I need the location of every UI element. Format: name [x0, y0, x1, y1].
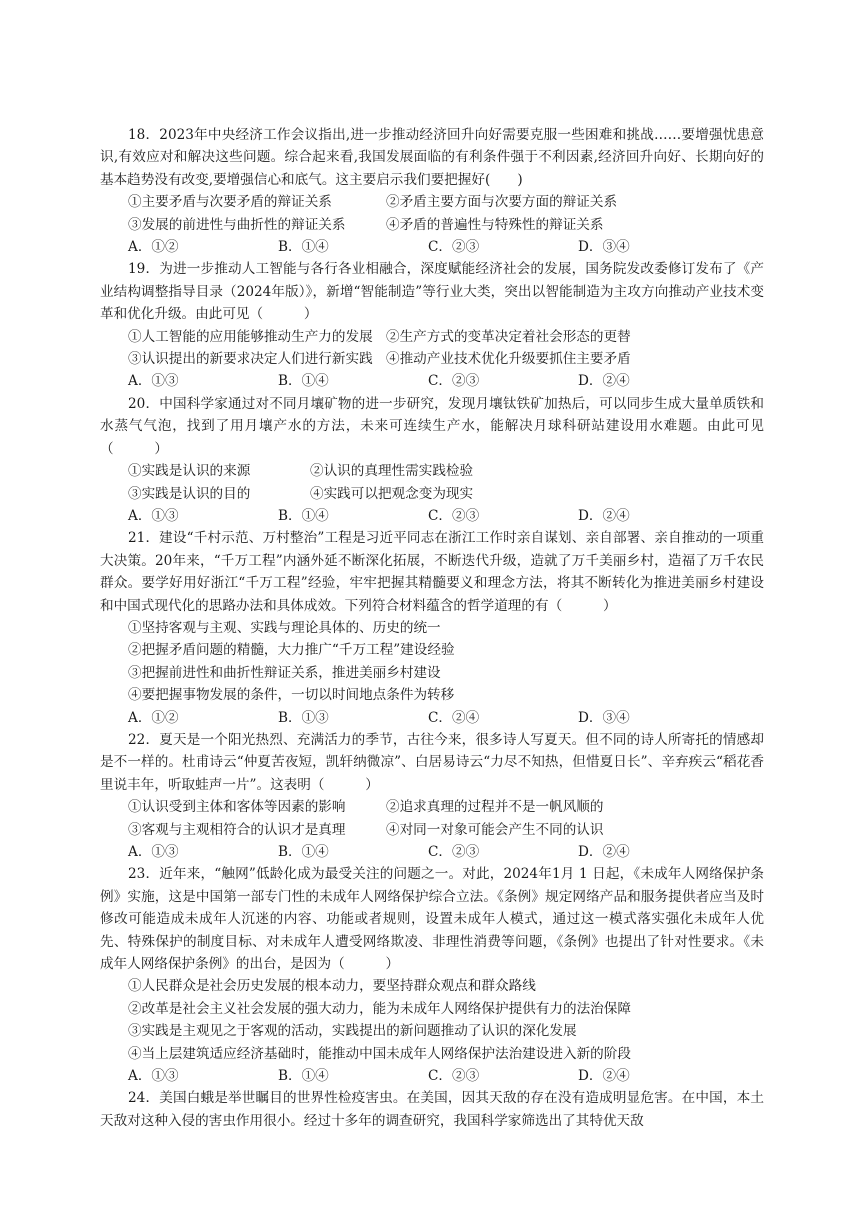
answer-choice: C．②③ — [428, 373, 480, 390]
option-item: ③认识提出的新要求决定人们进行新实践 — [128, 351, 373, 368]
option-row — [100, 483, 764, 505]
option-item: ④当上层建筑适应经济基础时，能推动中国未成年人网络保护法治建设进入新的阶段 — [128, 1045, 631, 1062]
question-list — [100, 124, 764, 1132]
answer-choices — [100, 236, 764, 258]
answer-choices — [100, 505, 764, 527]
answer-choice: B．①④ — [278, 844, 329, 860]
answer-choices — [100, 707, 764, 729]
answer-choices — [100, 370, 764, 392]
question-block — [100, 1087, 764, 1132]
option-item: ③把握前进性和曲折性辩证关系，推进美丽乡村建设 — [128, 664, 441, 681]
option-row — [100, 819, 764, 841]
question-block — [100, 124, 764, 258]
answer-choice: A．①③ — [128, 1068, 179, 1085]
option-item: ②生产方式的变革决定着社会形态的更替 — [386, 328, 631, 345]
option-item: ①人民群众是社会历史发展的根本动力，要坚持群众观点和群众路线 — [128, 978, 536, 995]
answer-choice: B．①④ — [278, 239, 329, 256]
question-stem: 23．近年来，“触网”低龄化成为最受关注的问题之一。对此，2024年1月 1 日起，《未成年人网络保护条例》实施，这是中国第一部专门性的未成年人网络保护综合立法。《条例》规定网络产品和服务提供者应当及时修改可能造成未成年人沉迷的内容、功能或者规则，设置未成年人模式，通过这一模式落实强化未成年人优先、特殊保护的制度目标、对未成年人遭受网络欺凌、非理性消费等问题，《条例》也提出了针对性要求。《未成年人网络保护条例》的出台，是因为（ ） — [100, 866, 764, 973]
option-item: ②矛盾主要方面与次要方面的辩证关系 — [386, 194, 618, 211]
answer-choice: D．②④ — [578, 373, 630, 390]
option-row — [100, 326, 764, 348]
answer-choice: B．①③ — [278, 709, 329, 726]
question-block — [100, 258, 764, 392]
option-item: ①主要矛盾与次要矛盾的辩证关系 — [128, 194, 332, 211]
answer-choice: B．①④ — [278, 373, 329, 390]
question-stem: 19．为进一步推动人工智能与各行各业相融合，深度赋能经济社会的发展，国务院发改委修订发布了《产业结构调整指导目录（2024年版）》，新增“智能制造”等行业大类，突出以智能制造为主攻方向推动产业技术变革和优化升级。由此可见（ ） — [100, 261, 764, 323]
option-row — [100, 191, 764, 213]
answer-choice: D．②④ — [578, 844, 630, 860]
question-stem: 21．建设“千村示范、万村整治”工程是习近平同志在浙江工作时亲自谋划、亲自部署、亲自推动的一项重大决策。20年来，“千万工程”内涵外延不断深化拓展，不断迭代升级，造就了万千美丽乡村，造福了万千农民群众。要学好用好浙江“千万工程”经验，牢牢把握其精髓要义和理念方法，将其不断转化为推进美丽乡村建设和中国式现代化的思路办法和具体成效。下列符合材料蕴含的哲学道理的有（ ） — [100, 530, 764, 614]
option-item: ③发展的前进性与曲折性的辩证关系 — [128, 216, 346, 233]
option-item: ①人工智能的应用能够推动生产力的发展 — [128, 328, 373, 345]
option-item: ②追求真理的过程并不是一帆风顺的 — [386, 799, 604, 816]
answer-choices — [100, 1065, 764, 1087]
option-row — [100, 460, 764, 482]
option-item: ③实践是主观见之于客观的活动，实践提出的新问题推动了认识的深化发展 — [128, 1023, 577, 1040]
question-block — [100, 729, 764, 863]
answer-choices — [100, 841, 764, 863]
answer-choice: C．②③ — [428, 844, 480, 860]
question-block — [100, 863, 764, 1087]
question-stem: 24．美国白蛾是举世瞩目的世界性检疫害虫。在美国，因其天敌的存在没有造成明显危害。在中国，本土天敌对这种入侵的害虫作用很小。经过十多年的调查研究，我国科学家筛选出了其特优天敌 — [100, 1090, 764, 1129]
answer-choice: A．①③ — [128, 373, 179, 390]
option-item: ①坚持客观与主观、实践与理论具体的、历史的统一 — [128, 619, 441, 636]
question-stem: 22．夏天是一个阳光热烈、充满活力的季节，古往今来，很多诗人写夏天。但不同的诗人所寄托的情感却是不一样的。杜甫诗云“仲夏苦夜短，凯轩纳微凉”、白居易诗云“力尽不知热，但惜夏日长”、辛弃疾云“稻花香里说丰年，听取蛙声一片”。这表明（ ） — [100, 731, 764, 793]
option-item: ④实践可以把观念变为现实 — [310, 485, 474, 502]
question-block — [100, 527, 764, 729]
option-item: ③实践是认识的目的 — [128, 485, 251, 502]
question-block — [100, 393, 764, 527]
answer-choice: D．②④ — [578, 1068, 630, 1085]
answer-choice: D．③④ — [578, 709, 630, 726]
answer-choice: A．①③ — [128, 844, 179, 860]
option-row — [100, 796, 764, 818]
option-item: ②改革是社会主义社会发展的强大动力，能为未成年人网络保护提供有力的法治保障 — [128, 1000, 631, 1017]
option-item: ④矛盾的普遍性与特殊性的辩证关系 — [386, 216, 604, 233]
option-row — [100, 214, 764, 236]
answer-choice: B．①④ — [278, 1068, 329, 1085]
option-item: ②认识的真理性需实践检验 — [310, 463, 474, 480]
answer-choice: C．②③ — [428, 1068, 480, 1085]
answer-choice: C．②③ — [428, 239, 480, 256]
option-row — [100, 348, 764, 370]
option-item: ④要把握事物发展的条件，一切以时间地点条件为转移 — [128, 687, 455, 704]
answer-choice: B．①④ — [278, 507, 329, 524]
option-item: ④推动产业技术优化升级要抓住主要矛盾 — [386, 351, 631, 368]
question-stem: 20．中国科学家通过对不同月壤矿物的进一步研究，发现月壤钛铁矿加热后，可以同步生成大量单质铁和水蒸气气泡，找到了用月壤产水的方法，未来可连续生产水，能解决月球科研站建设用水难题。由此可见（ ） — [100, 395, 764, 457]
option-item: ②把握矛盾问题的精髓，大力推广“千万工程”建设经验 — [128, 642, 455, 659]
answer-choice: D．②④ — [578, 507, 630, 524]
option-item: ④对同一对象可能会产生不同的认识 — [386, 821, 604, 838]
answer-choice: C．②④ — [428, 709, 480, 726]
answer-choice: A．①② — [128, 709, 179, 726]
question-stem: 18．2023年中央经济工作会议指出,进一步推动经济回升向好需要克服一些困难和挑战……要增强忧患意识,有效应对和解决这些问题。综合起来看,我国发展面临的有利条件强于不利因素,经济回升向好、长期向好的基本趋势没有改变,要增强信心和底气。这主要启示我们要把握好( ) — [100, 127, 764, 188]
option-item: ③客观与主观相符合的认识才是真理 — [128, 821, 346, 838]
answer-choice: A．①② — [128, 239, 179, 256]
answer-choice: C．②③ — [428, 507, 480, 524]
answer-choice: A．①③ — [128, 507, 179, 524]
option-item: ①认识受到主体和客体等因素的影响 — [128, 799, 346, 816]
answer-choice: D．③④ — [578, 239, 630, 256]
option-item: ①实践是认识的来源 — [128, 463, 251, 480]
